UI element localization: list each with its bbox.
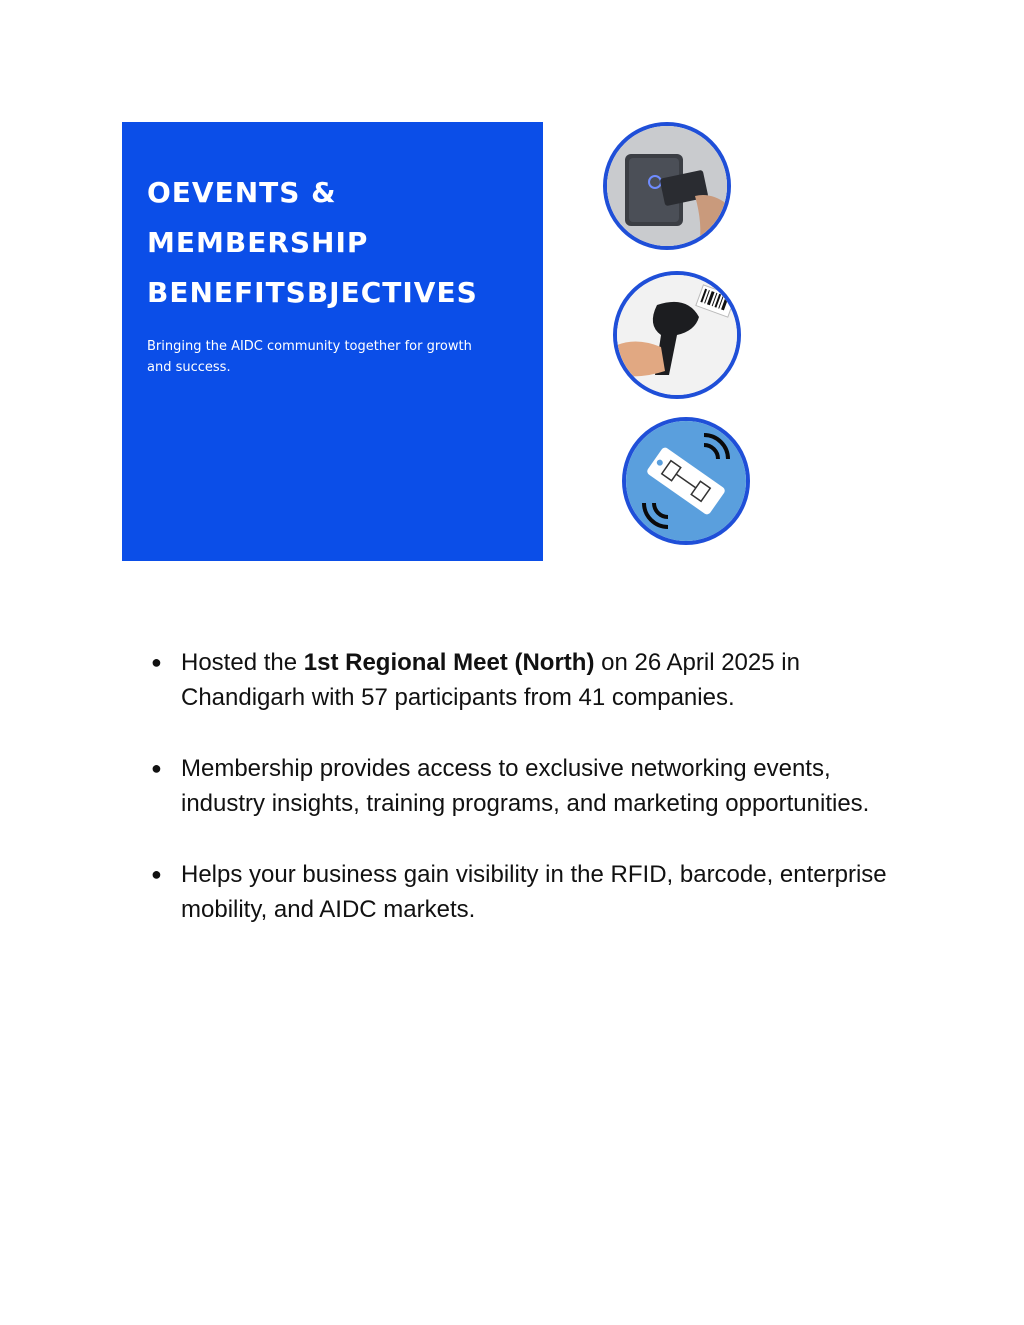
banner-title: OEVENTS & MEMBERSHIP BENEFITSBJECTIVES [147,176,478,309]
banner-subtitle: Bringing the AIDC community together for growth and success. [147,339,472,375]
banner [122,122,543,561]
list-item [150,751,890,821]
card-reader-icon [603,122,731,250]
item-text: Membership provides access to exclusive networking events, industry insights, training programs, and marketing opportunities. [181,755,870,817]
bullet-icon: ● [151,864,162,884]
item-text-bold: 1st Regional Meet (North) [303,649,595,676]
benefits-list [150,645,890,963]
list-item [150,857,890,927]
item-text-start: Hosted the [181,649,304,676]
bullet-icon: ● [151,758,162,778]
item-text-end: on 26 April 2025 in Chandigarh with 57 participants from 41 companies. [181,649,800,711]
bullet-icon: ● [151,652,162,672]
rfid-tag-icon [622,417,750,545]
item-text: Helps your business gain visibility in the RFID, barcode, enterprise mobility, and AIDC markets. [181,861,887,923]
barcode-scanner-icon [613,271,741,399]
list-item [150,645,890,715]
